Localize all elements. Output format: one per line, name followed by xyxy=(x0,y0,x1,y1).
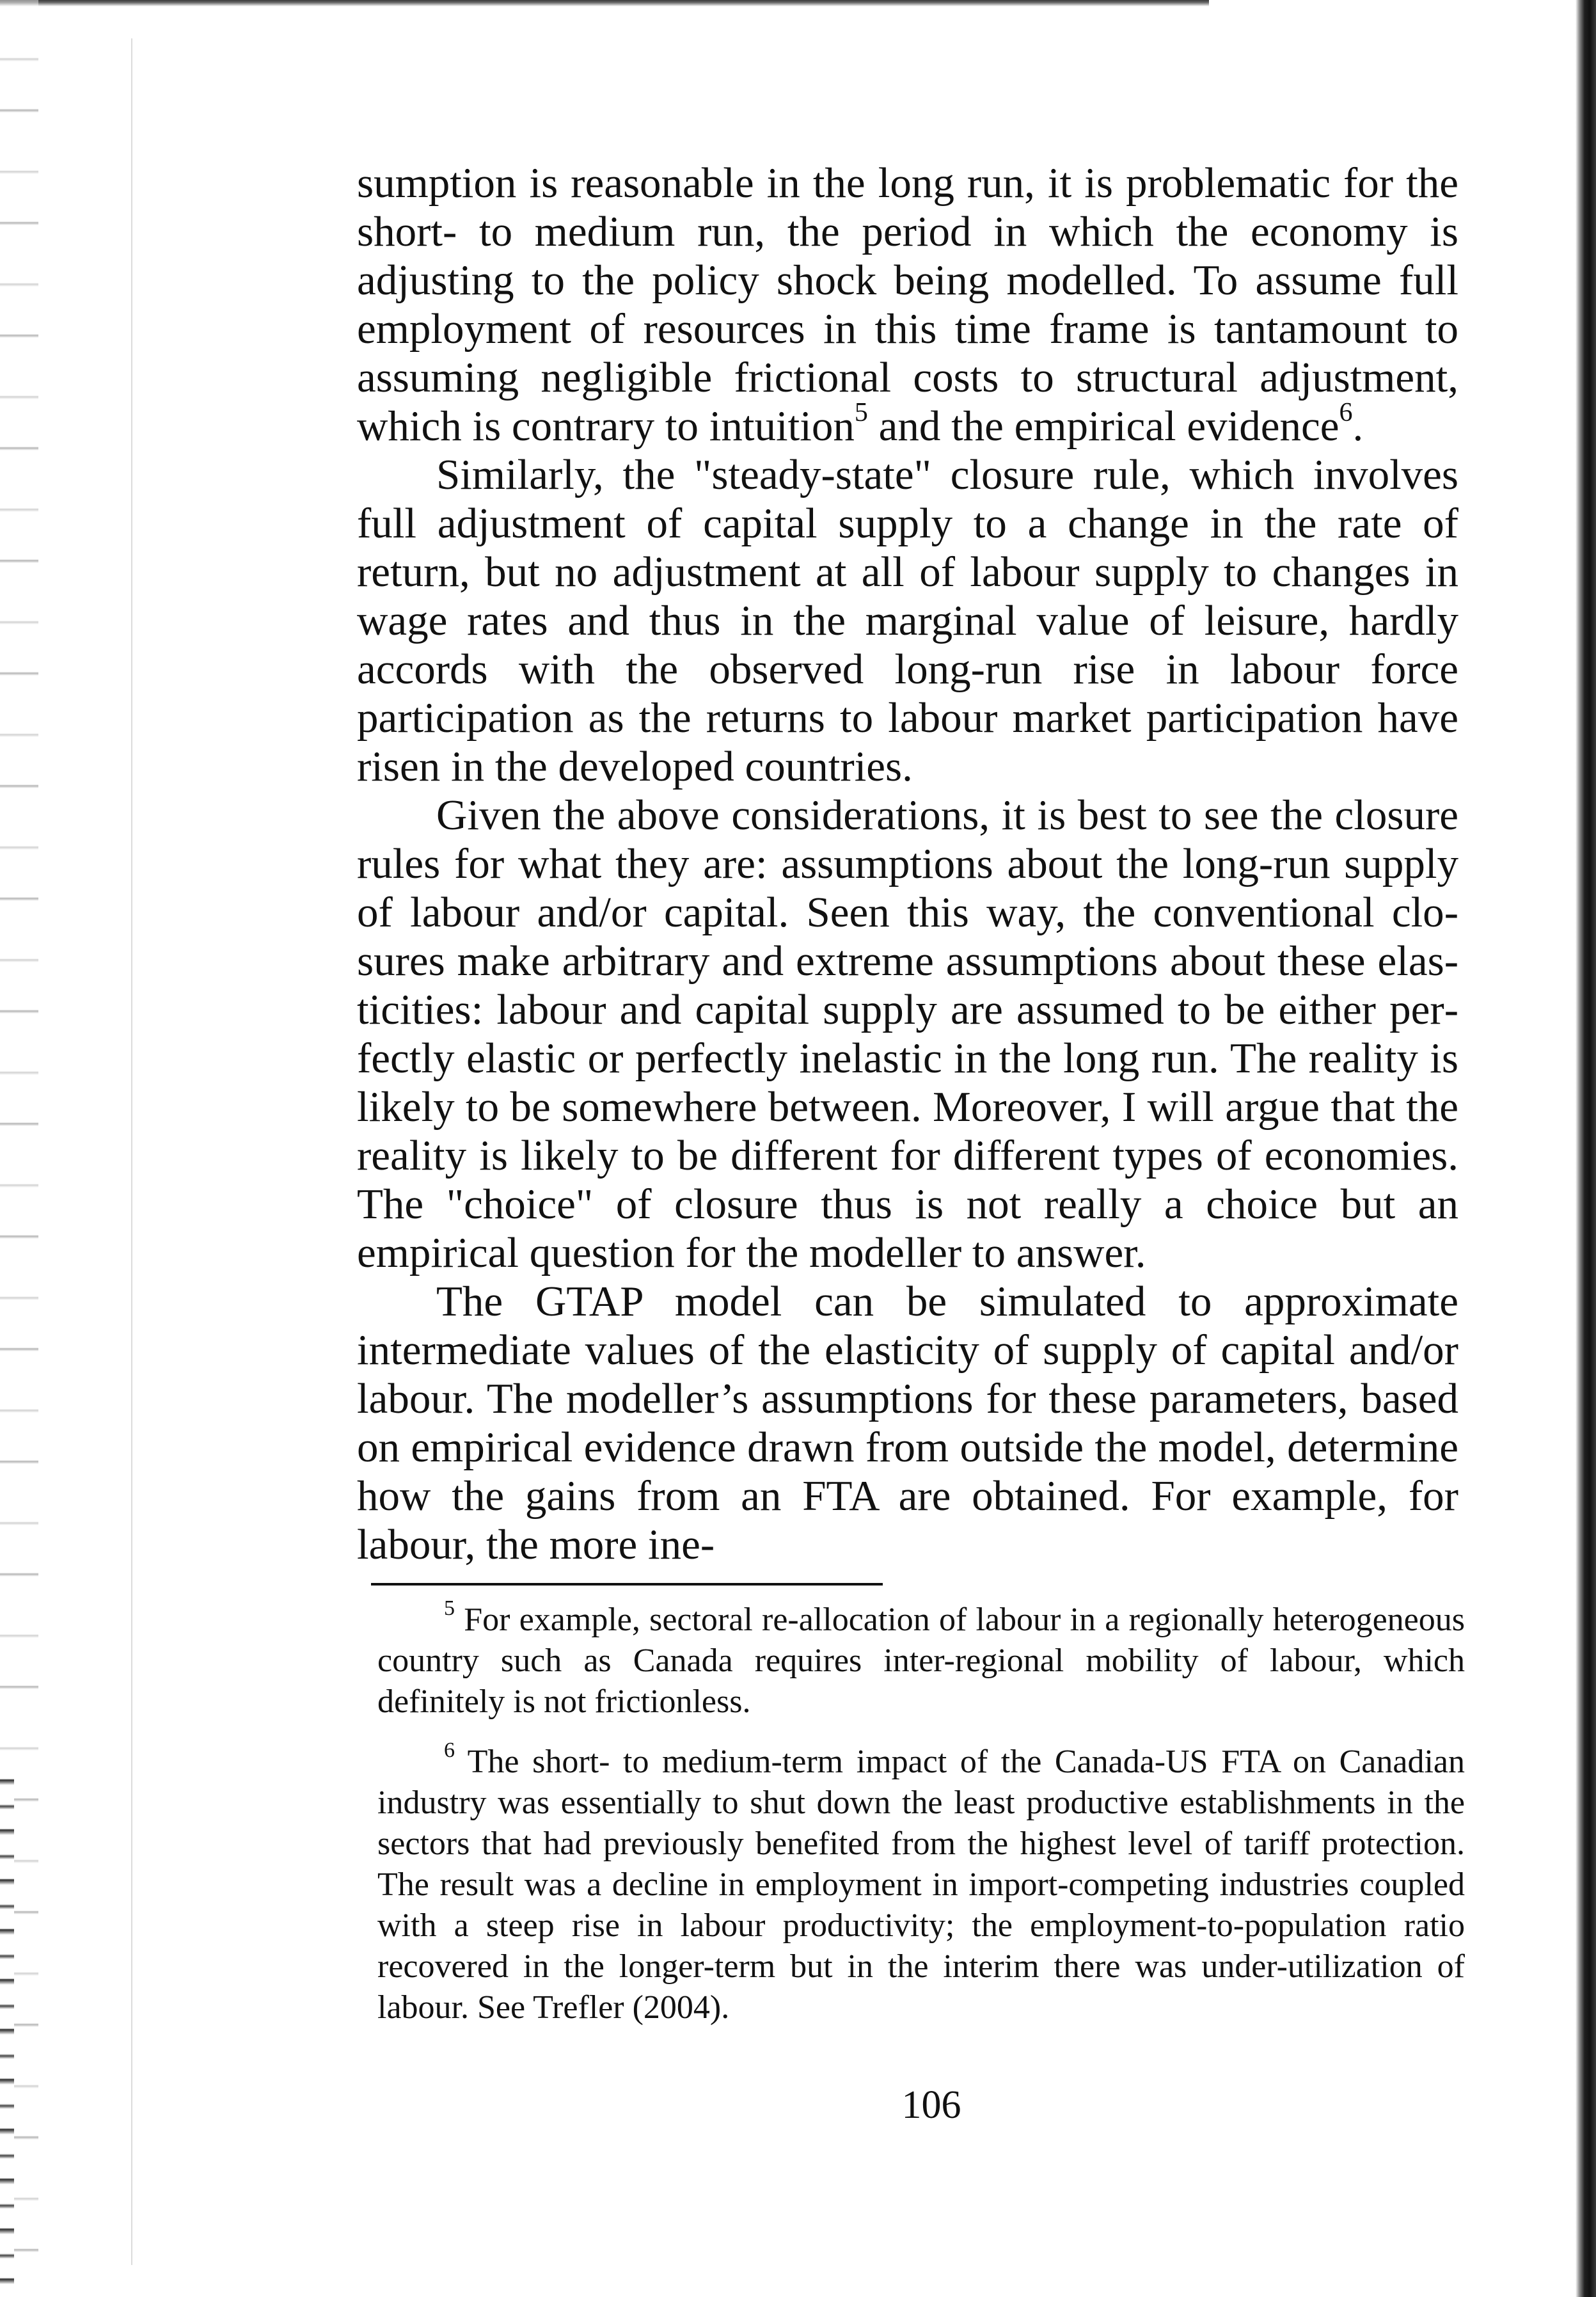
scan-gutter-line xyxy=(131,38,132,2265)
page-number: 106 xyxy=(901,2083,961,2127)
paragraph-2: Similarly, the "steady-state" closure rule, which involves full adjustment of capital supply to a change in the rate of return, but no adjustment at all of labour supply to changes in wage rates and thus in the marginal value of leisure, hardly accords with the observed long-run rise in labour force participation as the returns to labour market participation have risen in the developed countries. xyxy=(357,451,1458,790)
footnote-5 xyxy=(377,1596,1465,1722)
footnote-6-marker: 6 xyxy=(444,1738,455,1762)
scan-right-edge xyxy=(1576,0,1596,2297)
footnote-5-marker: 5 xyxy=(444,1596,455,1620)
footnote-6 xyxy=(377,1738,1465,2028)
paragraph-1 xyxy=(357,159,1458,450)
scan-left-edge-marks xyxy=(0,1760,14,2297)
paragraph-1-text-c: . xyxy=(1352,402,1364,450)
paragraph-4: The GTAP model can be simulated to approximate intermediate values of the elasticity of supply of capital and/or labour. The modeller’s assumptions for these parameters, based on empirical evidence drawn from outside the model, determine how the gains from an FTA are obtained. For example, for labour, the more ine- xyxy=(357,1278,1458,1568)
footnote-separator xyxy=(371,1583,883,1586)
footnotes xyxy=(377,1596,1465,2028)
main-text xyxy=(357,159,1458,1569)
footnote-5-text: For example, sectoral re-allocation of labour in a regionally heterogeneous country such as Canada requires inter-regional mobility of labour, which definitely is not frictionless. xyxy=(377,1602,1465,1720)
scan-top-edge xyxy=(0,0,1209,6)
footnote-ref-6: 6 xyxy=(1339,398,1353,427)
paragraph-1-text-a: sumption is reasonable in the long run, it is problematic for the short- to medium run, the period in which the economy is adjusting to the policy shock being modelled. To assume full employment of resources in this time frame is tantamount to assuming negligible frictional costs to structural adjustment, which is contrary to intuition xyxy=(357,159,1458,450)
paragraph-3: Given the above considerations, it is best to see the closure rules for what they are: assumptions about the long-run supply of labour and/or capital. Seen this way, the conventional closures make arbitrary and extreme assumptions about these elasticities: labour and capital supply are assumed to be either perfectly elastic or perfectly inelastic in the long run. The reality is likely to be somewhere between. Moreover, I will argue that the reality is likely to be different for different types of economies. The "choice" of closure thus is not really a choice but an empirical question for the modeller to answer. xyxy=(357,791,1458,1276)
footnote-6-text: The short- to medium-term impact of the Canada-US FTA on Canadian industry was essentially to shut down the least productive establishments in the sectors that had previously benefited from the highest level of tariff protection. The result was a decline in employment in import-competing industries coupled with a steep rise in labour productivity; the employment-to-population ratio recovered in the longer-term but in the interim there was under-utilization of labour. See Trefler (2004). xyxy=(377,1744,1465,2026)
footnote-ref-5: 5 xyxy=(854,398,868,427)
paragraph-1-text-b: and the empirical evidence xyxy=(867,402,1339,450)
